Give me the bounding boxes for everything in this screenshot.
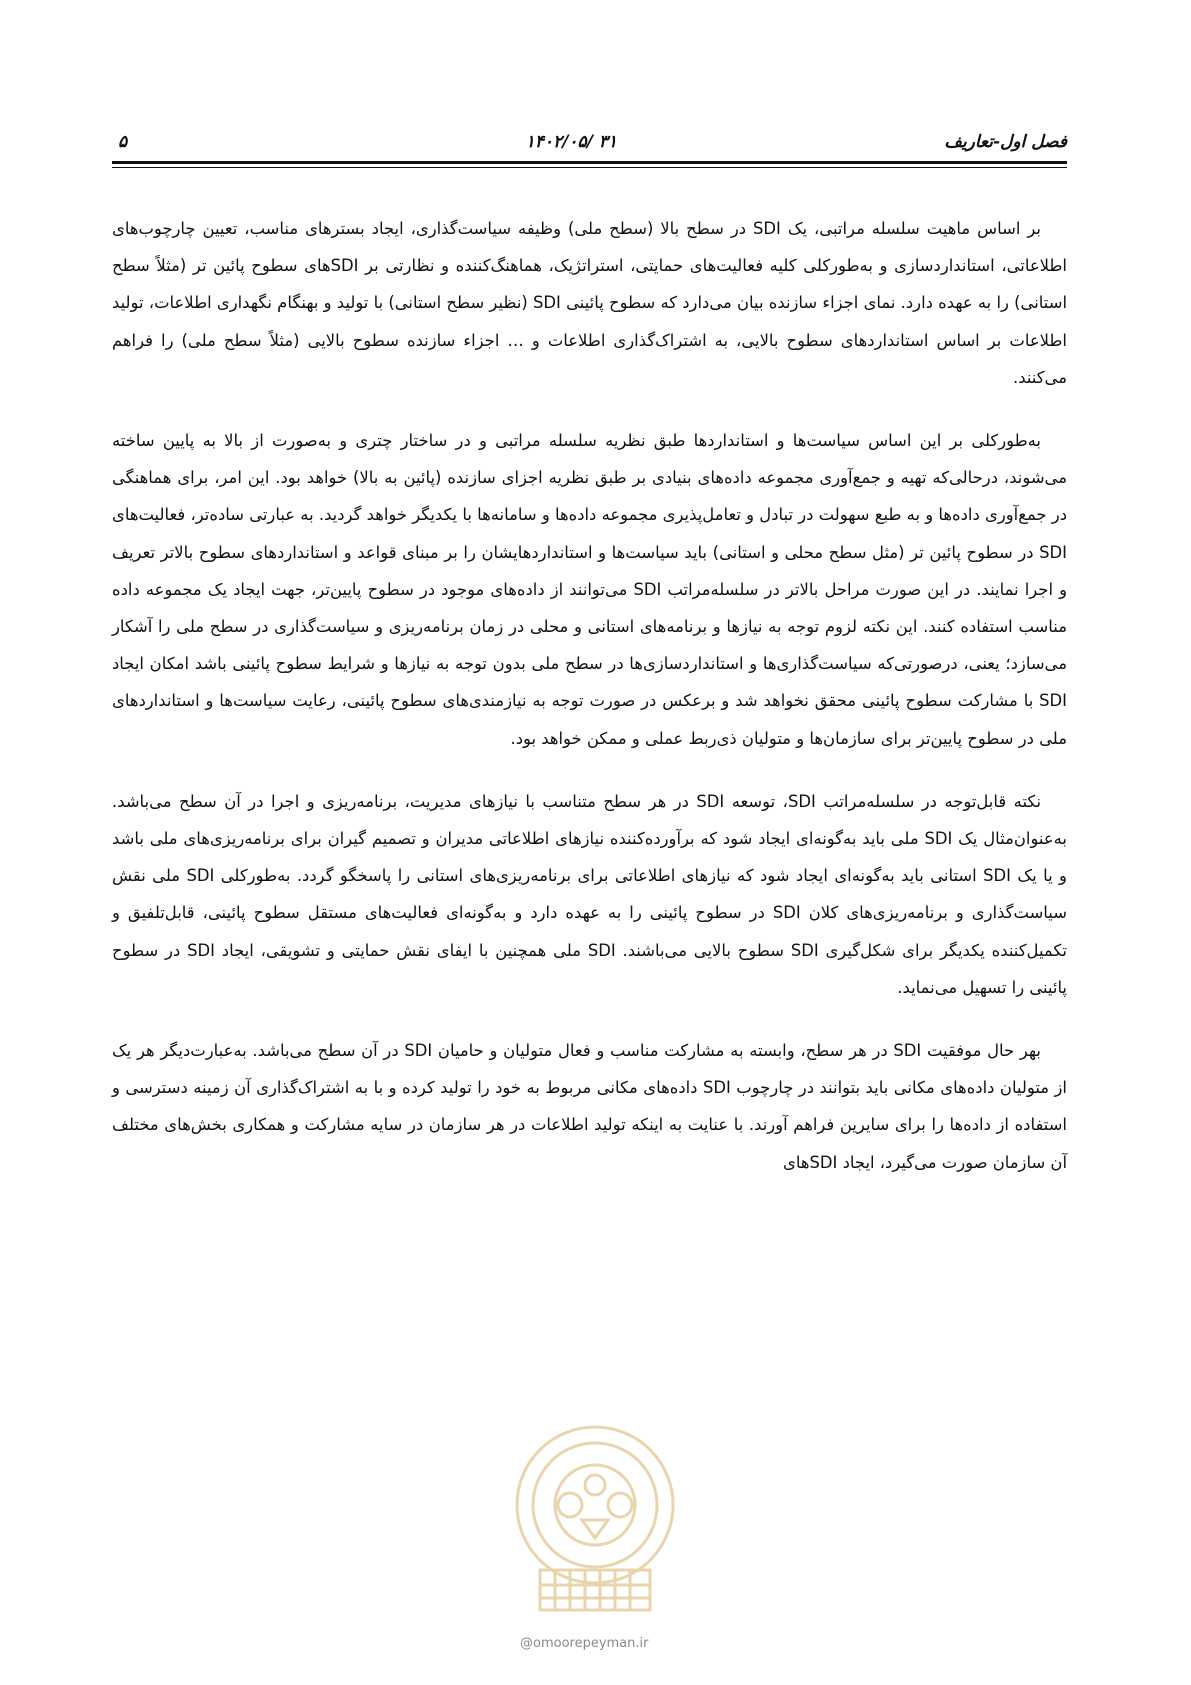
chapter-title: فصل اول-تعاریف: [944, 132, 1067, 152]
document-body: [112, 210, 1067, 1207]
page-number: ۵: [118, 132, 128, 152]
header-rule-thin: [112, 167, 1067, 168]
watermark-seal-icon: [510, 1420, 680, 1620]
paragraph-3: نکته قابل‌توجه در سلسله‌مراتب SDI، توسعه SDI در هر سطح متناسب با نیازهای مدیریت، برنامه‌ریزی و اجرا در آن سطح می‌باشد. به‌عنوان‌مثال یک SDI ملی باید به‌گونه‌ای ایجاد شود که برآورده‌کننده نیازهای اطلاعاتی مدیران و تصمیم گیران برای برنامه‌ریزی‌های ملی باشد و یا یک SDI استانی باید به‌گونه‌ای ایجاد شود که نیازهای اطلاعاتی برای برنامه‌ریزی‌های استانی را پاسخگو گردد. به‌طورکلی SDI ملی نقش سیاست‌گذاری و برنامه‌ریزی‌های کلان SDI در سطوح پائینی را به عهده دارد و به‌گونه‌ای فعالیت‌های مستقل سطوح پائینی، قابل‌تلفیق و تکمیل‌کننده یکدیگر برای شکل‌گیری SDI سطوح بالایی می‌باشند. SDI ملی همچنین با ایفای نقش حمایتی و تشویقی، ایجاد SDI در سطوح پائینی را تسهیل می‌نماید.: [112, 791, 1067, 997]
paragraph-4: بهر حال موفقیت SDI در هر سطح، وابسته به مشارکت مناسب و فعال متولیان و حامیان SDI در آن سطح می‌باشد. به‌عبارت‌دیگر هر یک از متولیان داده‌های مکانی باید بتوانند در چارچوب SDI داده‌های مکانی مربوط به خود را تولید کرده و با به اشتراک‌گذاری آن زمینه دسترسی و استفاده از داده‌ها را برای سایرین فراهم آورند. با عنایت به اینکه تولید اطلاعات در هر سازمان در سایه مشارکت و همکاری بخش‌های مختلف آن سازمان صورت می‌گیرد، ایجاد SDIهای: [112, 1041, 1067, 1172]
header-rule-thick: [112, 161, 1067, 164]
watermark-text: @omoorepeyman.ir: [520, 1636, 649, 1651]
page-header: [112, 126, 1067, 156]
header-date: ۱۴۰۲/۰۵/ ۳۱: [525, 132, 617, 152]
paragraph-1: بر اساس ماهیت سلسله مراتبی، یک SDI در سطح بالا (سطح ملی) وظیفه سیاست‌گذاری، ایجاد بسترهای مناسب، تعیین چارچوب‌های اطلاعاتی، استانداردسازی و به‌طورکلی کلیه فعالیت‌های حمایتی، استراتژیک، هماهنگ‌کننده و نظارتی بر SDIهای سطوح پائین تر (مثلاً سطح استانی) را به عهده دارد. نمای اجزاء سازنده بیان می‌دارد که سطوح پائینی SDI (نظیر سطح استانی) با تولید و بهنگام نگهداری اطلاعات، تولید اطلاعات بر اساس استانداردهای سطوح بالایی، به اشتراک‌گذاری اطلاعات و … اجزاء سازنده سطوح بالایی (مثلاً سطح ملی) را فراهم می‌کنند.: [112, 219, 1068, 387]
paragraph-2: به‌طورکلی بر این اساس سیاست‌ها و استانداردها طبق نظریه سلسله مراتبی و در ساختار چتری و به‌صورت از بالا به پایین ساخته می‌شوند، درحالی‌که تهیه و جمع‌آوری مجموعه داده‌های بنیادی بر طبق نظریه اجزای سازنده (پائین به بالا) خواهد بود. این امر، برای هماهنگی در جمع‌آوری داده‌ها و به طبع سهولت در تبادل و تعامل‌پذیری مجموعه داده‌ها و سامانه‌ها با یکدیگر خواهد گردید. به عبارتی ساده‌تر، فعالیت‌های SDI در سطوح پائین تر (مثل سطح محلی و استانی) باید سیاست‌ها و استانداردهایشان را بر مبنای قواعد و استانداردهای سطوح بالاتر تعریف و اجرا نمایند. در این صورت مراحل بالاتر در سلسله‌مراتب SDI می‌توانند از داده‌های موجود در سطوح پایین‌تر، جهت ایجاد یک مجموعه داده مناسب استفاده کنند. این نکته لزوم توجه به نیازها و برنامه‌های استانی و محلی در زمان برنامه‌ریزی و سیاست‌گذاری در سطح ملی را آشکار می‌سازد؛ یعنی، درصورتی‌که سیاست‌گذاری‌ها و استانداردسازی‌ها در سطح ملی بدون توجه به نیازها و شرایط سطوح پائینی باشد امکان ایجاد SDI با مشارکت سطوح پائینی محقق نخواهد شد و برعکس در صورت توجه به نیازمندی‌های سطوح پائینی، رعایت سیاست‌ها و استانداردهای ملی در سطوح پایین‌تر برای سازمان‌ها و متولیان ذی‌ربط عملی و ممکن خواهد بود.: [112, 431, 1067, 748]
